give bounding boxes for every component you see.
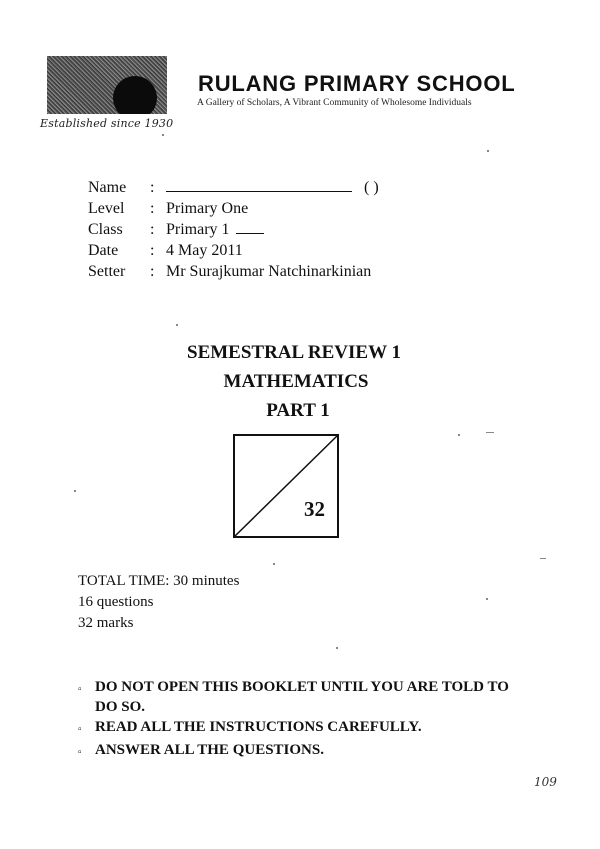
level-row xyxy=(88,198,379,219)
exam-meta xyxy=(78,571,239,634)
paper-subject: MATHEMATICS xyxy=(223,371,369,392)
logo-dome-shape xyxy=(113,76,157,114)
total-marks: 32 xyxy=(304,497,325,521)
school-tagline: A Gallery of Scholars, A Vibrant Community of Wholesome Individuals xyxy=(197,98,472,108)
setter-label: Setter xyxy=(88,263,126,280)
instruction-item xyxy=(78,717,518,740)
name-label: Name xyxy=(88,179,127,196)
level-value: Primary One xyxy=(166,200,249,217)
name-colon: : xyxy=(150,179,155,196)
school-name: RULANG PRIMARY SCHOOL xyxy=(198,71,516,96)
page-number: 109 xyxy=(534,775,557,789)
date-row xyxy=(88,240,379,261)
date-value: 4 May 2011 xyxy=(166,242,243,259)
bullet-icon: ▫ xyxy=(78,684,82,695)
class-blank-field[interactable] xyxy=(236,219,264,234)
date-colon: : xyxy=(150,242,155,259)
paper-title: SEMESTRAL REVIEW 1 xyxy=(187,342,401,363)
class-row xyxy=(88,219,379,240)
name-row xyxy=(88,177,379,198)
class-label: Class xyxy=(88,221,123,238)
instruction-text: DO NOT OPEN THIS BOOKLET UNTIL YOU ARE TOLD TO DO SO. xyxy=(95,679,509,715)
scan-speck xyxy=(486,598,488,600)
bullet-icon: ▫ xyxy=(78,724,82,735)
scan-speck xyxy=(458,434,460,436)
setter-value: Mr Surajkumar Natchinarkinian xyxy=(166,263,372,280)
level-colon: : xyxy=(150,200,155,217)
scan-speck xyxy=(162,134,164,136)
class-value: Primary 1 xyxy=(166,221,230,238)
scan-speck xyxy=(486,432,494,433)
instruction-item xyxy=(78,740,518,763)
score-box xyxy=(233,434,339,538)
date-label: Date xyxy=(88,242,119,259)
class-colon: : xyxy=(150,221,155,238)
bullet-icon: ▫ xyxy=(78,747,82,758)
question-count: 16 questions xyxy=(78,594,154,610)
level-label: Level xyxy=(88,200,125,217)
setter-colon: : xyxy=(150,263,155,280)
scan-speck xyxy=(487,150,489,152)
scan-speck xyxy=(74,490,76,492)
instruction-item xyxy=(78,677,518,717)
scan-speck xyxy=(540,558,546,559)
instruction-text: ANSWER ALL THE QUESTIONS. xyxy=(95,742,324,758)
school-logo xyxy=(47,56,167,114)
paper-part: PART 1 xyxy=(266,400,330,421)
instructions-list xyxy=(78,677,518,763)
scan-speck xyxy=(273,563,275,565)
marks-count: 32 marks xyxy=(78,615,134,631)
scan-speck xyxy=(336,647,338,649)
student-info-block xyxy=(88,177,379,282)
paper-title-block xyxy=(0,338,600,425)
name-field[interactable] xyxy=(166,177,352,192)
total-time: TOTAL TIME: 30 minutes xyxy=(78,573,240,589)
setter-row xyxy=(88,261,379,282)
established-caption: Established since 1930 xyxy=(40,117,174,130)
instruction-text: READ ALL THE INSTRUCTIONS CAREFULLY. xyxy=(95,719,422,735)
register-number-field[interactable]: ( ) xyxy=(364,179,379,196)
scan-speck xyxy=(176,324,178,326)
